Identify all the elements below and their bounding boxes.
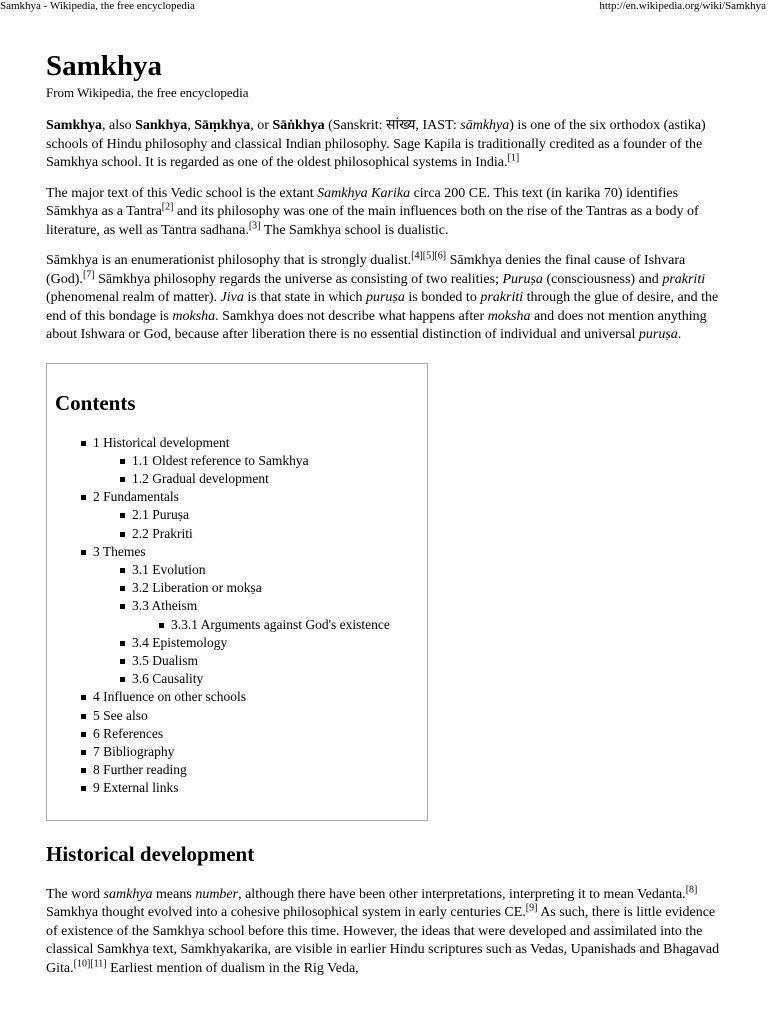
toc-item[interactable]: 5 See also bbox=[55, 707, 417, 725]
citation-link[interactable]: [8] bbox=[685, 883, 698, 895]
toc-item[interactable]: 7 Bibliography bbox=[55, 743, 417, 761]
toc-item[interactable]: 6 References bbox=[55, 725, 417, 743]
toc-item[interactable]: 8 Further reading bbox=[55, 761, 417, 779]
toc-item[interactable]: 3.3.1 Arguments against God's existence bbox=[55, 616, 417, 634]
toc-item[interactable]: 3 Themes bbox=[55, 543, 417, 561]
toc-item[interactable]: 3.1 Evolution bbox=[55, 561, 417, 579]
citation-link[interactable]: [4][5][6] bbox=[411, 250, 447, 262]
toc-item[interactable]: 3.5 Dualism bbox=[55, 652, 417, 670]
page-url[interactable]: http://en.wikipedia.org/wiki/Samkhya bbox=[599, 0, 766, 12]
table-of-contents bbox=[46, 363, 428, 821]
article-body bbox=[46, 48, 722, 978]
toc-item[interactable]: 3.2 Liberation or mokṣa bbox=[55, 579, 417, 597]
page-title: Samkhya bbox=[46, 50, 163, 82]
section-heading-historical-development: Historical development bbox=[46, 841, 255, 866]
toc-item[interactable]: 1.1 Oldest reference to Samkhya bbox=[55, 452, 417, 470]
toc-item[interactable]: 2.2 Prakriti bbox=[55, 525, 417, 543]
intro-paragraph-2: The major text of this Vedic school is the extant Samkhya Karika circa 200 CE. This text (in karika 70) identifies Sāmkhya as a Tantra[2] and its philosophy was one of the main influences both on the rise of the Tantras as a body of literature, as well as Tantra sadhana.[3] The Samkhya school is dualistic. bbox=[46, 185, 699, 238]
citation-link[interactable]: [10][11] bbox=[73, 957, 107, 969]
toc-heading: Contents bbox=[55, 390, 136, 415]
window-title: Samkhya - Wikipedia, the free encyclopedia bbox=[0, 0, 195, 12]
citation-link[interactable]: [1] bbox=[507, 152, 520, 164]
toc-item[interactable]: 1 Historical development bbox=[55, 434, 417, 452]
site-tagline: From Wikipedia, the free encyclopedia bbox=[46, 85, 249, 100]
citation-link[interactable]: [2] bbox=[161, 201, 174, 213]
intro-paragraph-3: Sāmkhya is an enumerationist philosophy that is strongly dualist.[4][5][6] Sāmkhya denies the final cause of Ishvara (God).[7] Sāmkhya philosophy regards the universe as consisting of two realities; Puruṣa (consciousness) and prakriti (phenomenal realm of matter). Jiva is that state in which puruṣa is bonded to prakriti through the glue of desire, and the end of this bondage is moksha. Samkhya does not describe what happens after moksha and does not mention anything about Ishwara or God, because after liberation there is no essential distinction of individual and universal puruṣa. bbox=[46, 250, 719, 342]
toc-item[interactable]: 2.1 Puruṣa bbox=[55, 506, 417, 524]
toc-item[interactable]: 3.6 Causality bbox=[55, 670, 417, 688]
toc-item[interactable]: 3.3 Atheism bbox=[55, 597, 417, 615]
toc-list bbox=[55, 434, 417, 798]
toc-item[interactable]: 3.4 Epistemology bbox=[55, 634, 417, 652]
citation-link[interactable]: [3] bbox=[248, 219, 261, 231]
citation-link[interactable]: [9] bbox=[525, 902, 538, 914]
toc-item[interactable]: 9 External links bbox=[55, 779, 417, 797]
print-header bbox=[0, 0, 768, 14]
toc-item[interactable]: 2 Fundamentals bbox=[55, 488, 417, 506]
history-paragraph-1: The word samkhya means number, although there have been other interpretations, interpreting it to mean Vedanta.[8] Samkhya thought evolved into a cohesive philosophical system in early centuries CE.[9] As such, there is little evidence of existence of the Samkhya school before this time. However, the ideas that were developed and assimilated into the classical Samkhya text, Samkhyakarika, are visible in earlier Hindu scriptures such as Vedas, Upanishads and Bhagavad Gita.[10][11] Earliest mention of dualism in the Rig Veda, bbox=[46, 883, 720, 976]
toc-item[interactable]: 1.2 Gradual development bbox=[55, 470, 417, 488]
toc-item[interactable]: 4 Influence on other schools bbox=[55, 688, 417, 706]
intro-paragraph-1: Samkhya, also Sankhya, Sāṃkhya, or Sāṅkhya (Sanskrit: सांख्य, IAST: sāmkhya) is one of the six orthodox (astika) schools of Hindu philosophy and classical Indian philosophy. Sage Kapila is traditionally credited as a founder of the Samkhya school. It is regarded as one of the oldest philosophical systems in India.[1] bbox=[46, 118, 706, 170]
citation-link[interactable]: [7] bbox=[82, 268, 95, 280]
